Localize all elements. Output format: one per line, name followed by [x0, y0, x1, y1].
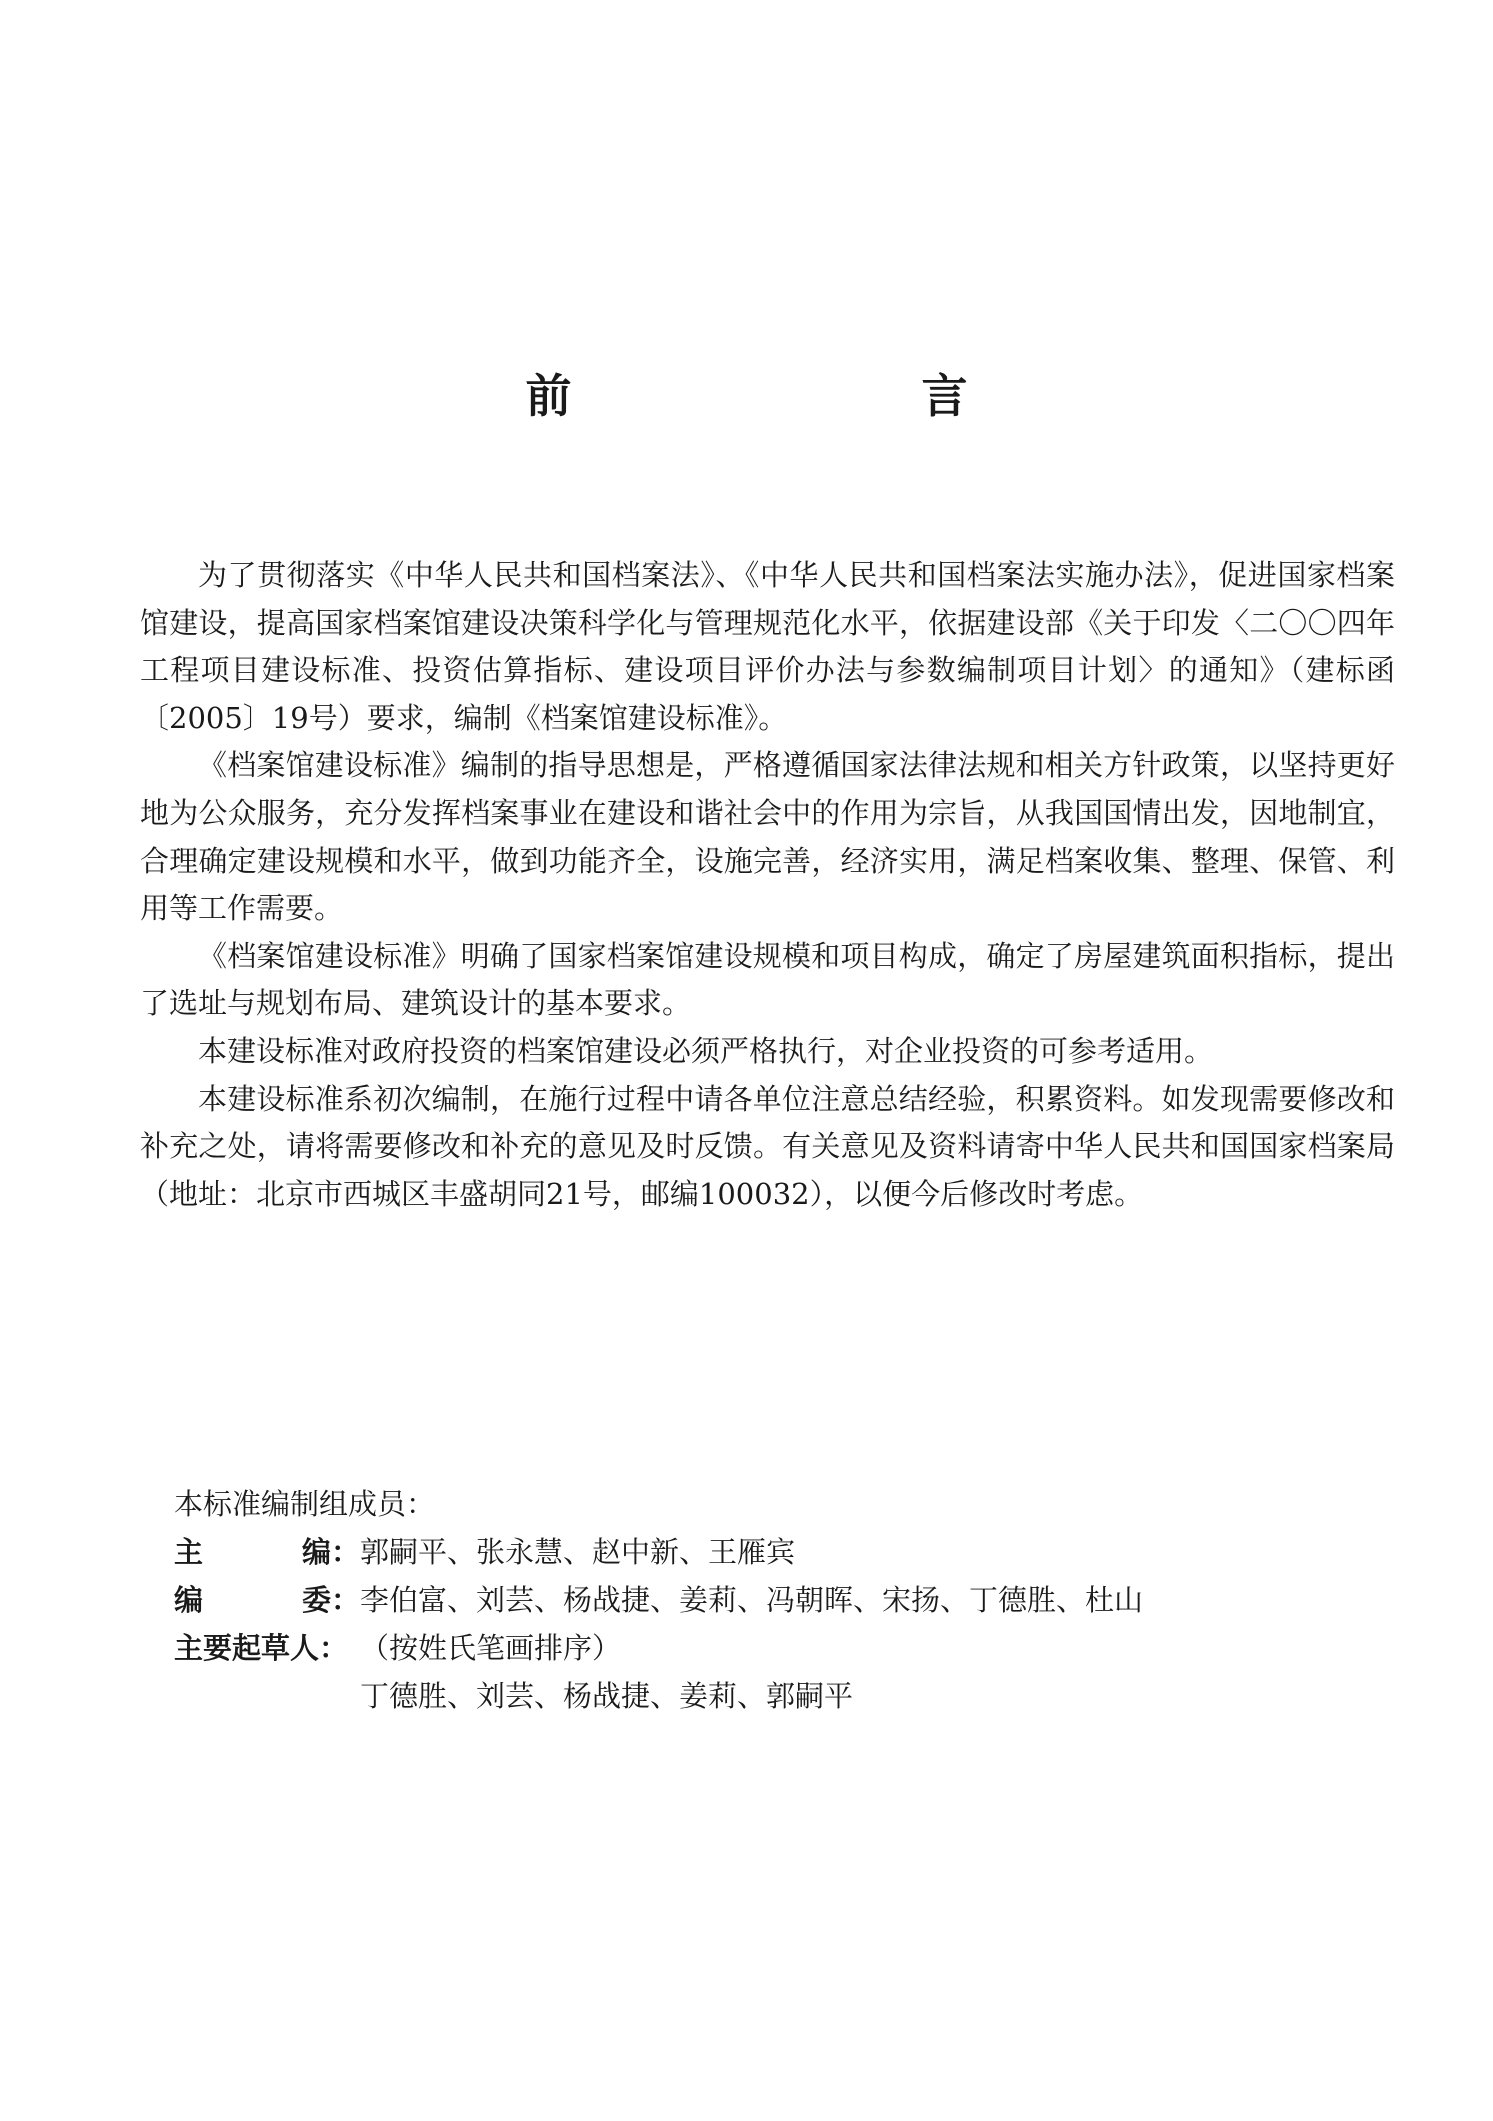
preface-body: [140, 552, 1395, 1218]
preface-paragraph: 《档案馆建设标准》编制的指导思想是，严格遵循国家法律法规和相关方针政策，以坚持更好地为公众服务，充分发挥档案事业在建设和谐社会中的作用为宗旨，从我国国情出发，因地制宜，合理确定建设规模和水平，做到功能齐全，设施完善，经济实用，满足档案收集、整理、保管、利用等工作需要。: [140, 748, 1395, 926]
credits-section: [174, 1480, 1274, 1720]
page-title: 前 言: [525, 369, 1054, 423]
drafters-label: 主要起草人：: [174, 1631, 349, 1665]
drafters-row: [174, 1624, 1274, 1672]
drafters-note: （按姓氏笔画排序）: [360, 1631, 622, 1665]
credits-heading-row: [174, 1480, 1274, 1528]
committee-label: 编 委：: [174, 1583, 360, 1617]
chief-editor-row: [174, 1528, 1274, 1576]
chief-editor-names: 郭嗣平、张永慧、赵中新、王雁宾: [360, 1535, 796, 1569]
preface-paragraph: 本建设标准对政府投资的档案馆建设必须严格执行，对企业投资的可参考适用。: [198, 1033, 1214, 1068]
credits-heading: 本标准编制组成员：: [174, 1487, 436, 1521]
preface-paragraph: 《档案馆建设标准》明确了国家档案馆建设规模和项目构成，确定了房屋建筑面积指标，提出了选址与规划布局、建筑设计的基本要求。: [140, 938, 1395, 1021]
committee-row: [174, 1576, 1274, 1624]
chief-editor-label: 主 编：: [174, 1535, 360, 1569]
preface-paragraph: 本建设标准系初次编制，在施行过程中请各单位注意总结经验，积累资料。如发现需要修改和补充之处，请将需要修改和补充的意见及时反馈。有关意见及资料请寄中华人民共和国国家档案局（地址：北京市西城区丰盛胡同21号，邮编100032），以便今后修改时考虑。: [140, 1081, 1395, 1211]
drafters-names-row: [174, 1672, 1274, 1720]
committee-names: 李伯富、刘芸、杨战捷、姜莉、冯朝晖、宋扬、丁德胜、杜山: [360, 1583, 1144, 1617]
preface-paragraph: 为了贯彻落实《中华人民共和国档案法》、《中华人民共和国档案法实施办法》，促进国家档案馆建设，提高国家档案馆建设决策科学化与管理规范化水平，依据建设部《关于印发〈二〇〇四年工程项目建设标准、投资估算指标、建设项目评价办法与参数编制项目计划〉的通知》（建标函〔2005〕19号）要求，编制《档案馆建设标准》。: [140, 558, 1395, 735]
drafters-names: 丁德胜、刘芸、杨战捷、姜莉、郭嗣平: [360, 1679, 854, 1713]
